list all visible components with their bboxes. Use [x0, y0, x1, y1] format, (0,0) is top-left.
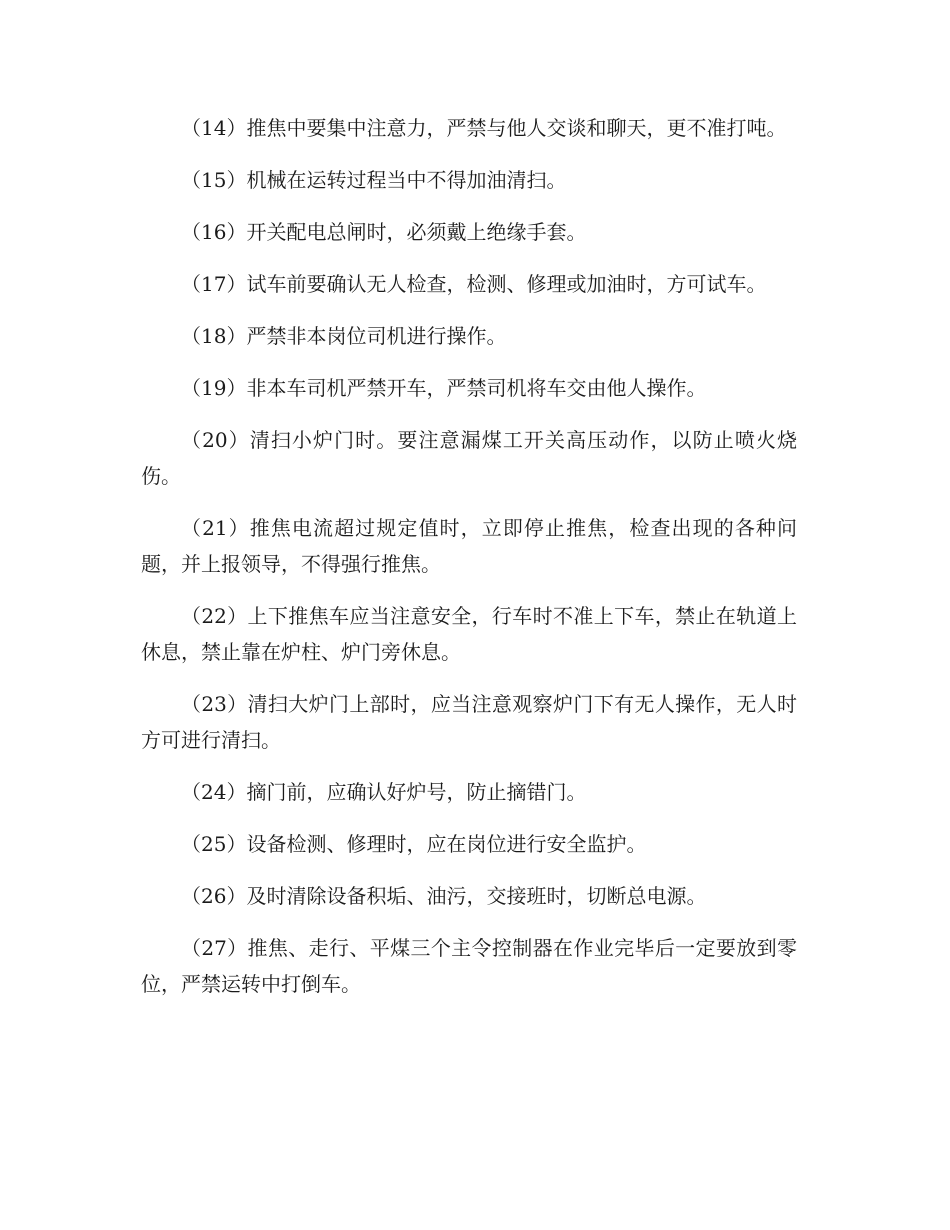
paragraph-22: （22）上下推焦车应当注意安全，行车时不准上下车，禁止在轨道上休息，禁止靠在炉柱、炉门旁休息。: [141, 604, 797, 664]
document-body: [141, 110, 797, 1018]
paragraph-19: （19）非本车司机严禁开车，严禁司机将车交由他人操作。: [181, 376, 707, 400]
paragraph-20: （20）清扫小炉门时。要注意漏煤工开关高压动作，以防止喷火烧伤。: [141, 428, 797, 488]
paragraph-17: （17）试车前要确认无人检查，检测、修理或加油时，方可试车。: [181, 272, 767, 296]
paragraph-26: （26）及时清除设备积垢、油污，交接班时，切断总电源。: [181, 884, 707, 908]
paragraph-16: （16）开关配电总闸时，必须戴上绝缘手套。: [181, 220, 587, 244]
paragraph-18: （18）严禁非本岗位司机进行操作。: [181, 324, 507, 348]
paragraph-23: （23）清扫大炉门上部时，应当注意观察炉门下有无人操作，无人时方可进行清扫。: [141, 692, 797, 752]
paragraph-24: （24）摘门前，应确认好炉号，防止摘错门。: [181, 780, 587, 804]
paragraph-15: （15）机械在运转过程当中不得加油清扫。: [181, 168, 567, 192]
paragraph-25: （25）设备检测、修理时，应在岗位进行安全监护。: [181, 832, 647, 856]
paragraph-21: （21）推焦电流超过规定值时，立即停止推焦，检查出现的各种问题，并上报领导，不得强行推焦。: [141, 516, 797, 576]
paragraph-14: （14）推焦中要集中注意力，严禁与他人交谈和聊天，更不准打吨。: [181, 116, 787, 140]
paragraph-27: （27）推焦、走行、平煤三个主令控制器在作业完毕后一定要放到零位，严禁运转中打倒车。: [141, 936, 797, 996]
